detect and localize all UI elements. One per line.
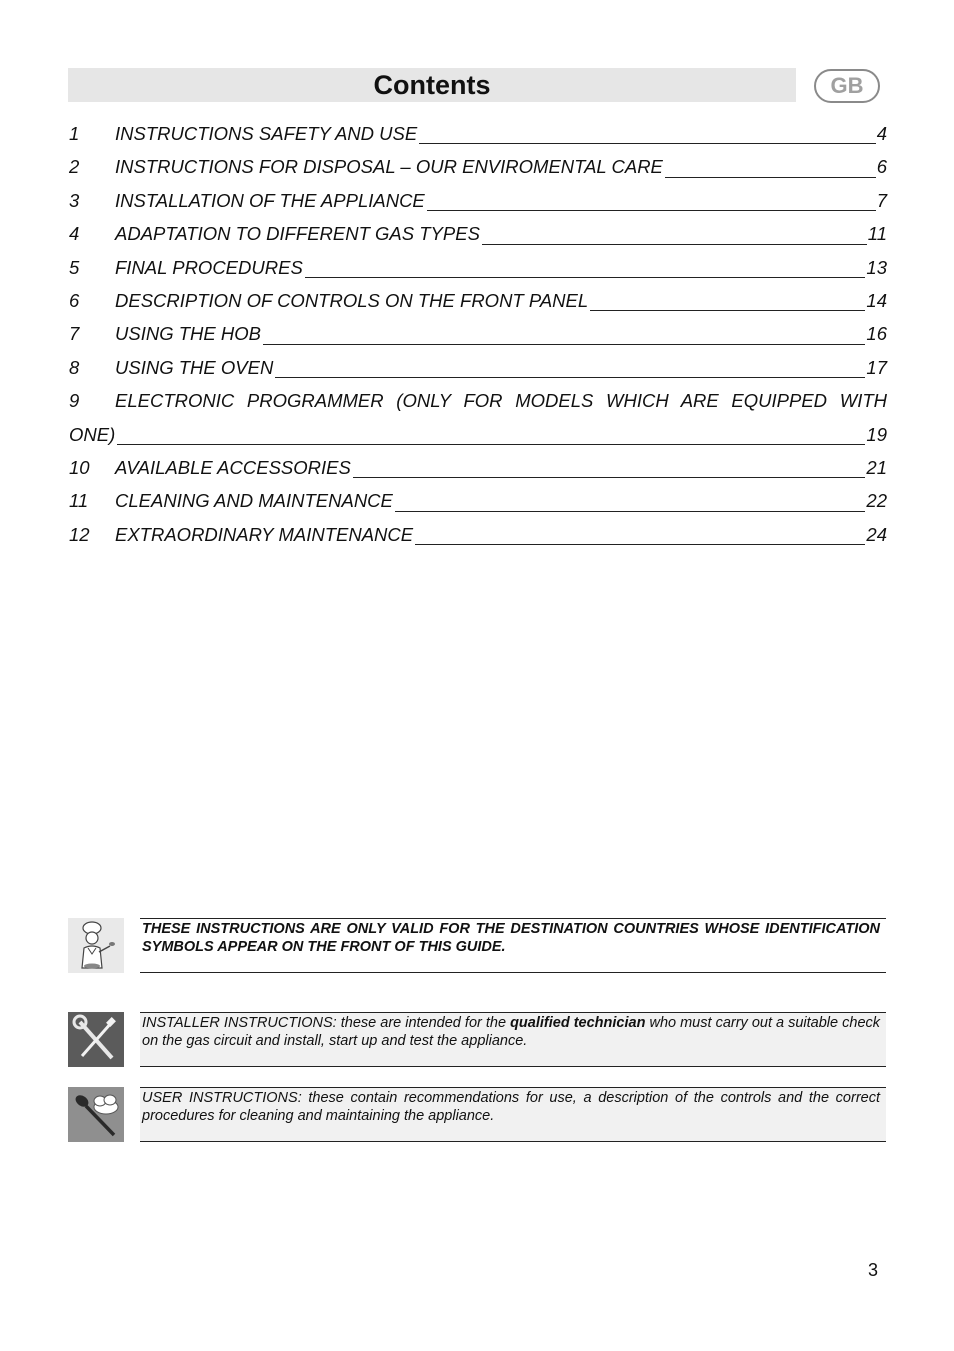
toc-entry-number: 8 bbox=[69, 356, 80, 378]
notice-top-rule bbox=[140, 1012, 886, 1013]
toc-entry-number: 2 bbox=[69, 156, 80, 178]
notice-text bbox=[142, 1014, 880, 1050]
toc-entry-number: 4 bbox=[69, 223, 80, 245]
toc-entry-page: 22 bbox=[866, 490, 887, 512]
contents-header-bar bbox=[68, 68, 796, 102]
user-instructions-notice bbox=[140, 1087, 886, 1142]
toc-entry-label: EXTRAORDINARY MAINTENANCE bbox=[115, 523, 414, 545]
toc-entry-label: INSTRUCTIONS FOR DISPOSAL – OUR ENVIROMENTAL CARE bbox=[115, 156, 663, 178]
installer-instructions-notice bbox=[140, 1012, 886, 1067]
toc-entry-page: 17 bbox=[866, 356, 887, 378]
toc-entry[interactable] bbox=[69, 251, 887, 284]
toc-entry-page: 14 bbox=[866, 289, 887, 311]
toc-leader-line bbox=[117, 444, 865, 445]
toc-entry[interactable] bbox=[69, 484, 887, 517]
page-number: 3 bbox=[868, 1260, 879, 1280]
toc-entry[interactable] bbox=[69, 384, 887, 417]
toc-entry-number: 10 bbox=[69, 456, 90, 478]
toc-entry-number: 1 bbox=[69, 123, 80, 144]
notice-bottom-rule bbox=[140, 972, 886, 973]
toc-entry-number: 3 bbox=[69, 189, 80, 211]
toc-leader-line bbox=[419, 143, 875, 144]
notice-text: THESE INSTRUCTIONS ARE ONLY VALID FOR THE DESTINATION COUNTRIES WHOSE IDENTIFICATION SYMBOLS APPEAR ON THE FRONT OF THIS GUIDE. bbox=[142, 921, 880, 955]
toc-entry-label: USING THE HOB bbox=[115, 323, 261, 345]
notice-top-rule bbox=[140, 1087, 886, 1088]
toc-entry[interactable] bbox=[69, 451, 887, 484]
toc-entry-number: 5 bbox=[69, 256, 80, 278]
toc-entry-label: DESCRIPTION OF CONTROLS ON THE FRONT PANEL bbox=[115, 289, 589, 311]
toc-entry-label: ELECTRONIC PROGRAMMER (ONLY FOR MODELS WHICH ARE EQUIPPED WITH bbox=[115, 390, 887, 412]
toc-entry[interactable] bbox=[69, 150, 887, 183]
toc-leader-line bbox=[415, 544, 865, 545]
toc-entry-label: FINAL PROCEDURES bbox=[115, 256, 303, 278]
toc-leader-line bbox=[482, 244, 867, 245]
toc-entry[interactable] bbox=[69, 117, 887, 150]
page-title: Contents bbox=[373, 69, 491, 100]
toc-entry-number: 7 bbox=[69, 323, 80, 345]
toc-entry-page: 19 bbox=[866, 423, 887, 445]
toc-entry-page: 7 bbox=[876, 189, 887, 211]
toc-entry-number: 6 bbox=[69, 289, 80, 311]
toc-leader-line bbox=[305, 277, 866, 278]
toc-entry-label: USING THE OVEN bbox=[115, 356, 274, 378]
toc-entry[interactable] bbox=[69, 284, 887, 317]
destination-countries-notice bbox=[140, 918, 886, 973]
toc-entry-number: 11 bbox=[69, 490, 89, 512]
toc-leader-line bbox=[427, 210, 876, 211]
toc-entry[interactable] bbox=[69, 518, 887, 551]
notice-text-part: who must carry out a suitable check on the gas circuit and install, start up and test the appliance. bbox=[142, 1015, 881, 1049]
toc-entry-number: 9 bbox=[69, 390, 80, 412]
notice-text-part: INSTALLER INSTRUCTIONS: these are intended for the bbox=[142, 1015, 511, 1031]
toc-entry-page: 24 bbox=[866, 523, 887, 545]
toc-entry-label: ADAPTATION TO DIFFERENT GAS TYPES bbox=[115, 223, 480, 245]
toc-leader-line bbox=[353, 477, 866, 478]
toc-entry-label: INSTALLATION OF THE APPLIANCE bbox=[115, 189, 425, 211]
toc-entry-page: 16 bbox=[866, 323, 887, 345]
table-of-contents bbox=[69, 117, 887, 551]
notice-top-rule bbox=[140, 918, 886, 919]
chef-icon bbox=[68, 918, 124, 973]
toc-entry[interactable] bbox=[69, 217, 887, 250]
toc-entry[interactable] bbox=[69, 351, 887, 384]
toc-entry-label: INSTRUCTIONS SAFETY AND USE bbox=[115, 123, 418, 144]
qualified-technician-emphasis: qualified technician bbox=[510, 1015, 646, 1031]
wrench-screwdriver-icon bbox=[68, 1012, 124, 1067]
toc-entry-page: 6 bbox=[876, 156, 887, 178]
notice-text: USER INSTRUCTIONS: these contain recommendations for use, a description of the controls and the correct procedures for cleaning and maintaining the appliance. bbox=[142, 1090, 880, 1124]
toc-entry[interactable] bbox=[69, 317, 887, 350]
spoon-chef-hat-icon bbox=[68, 1087, 124, 1142]
toc-entry[interactable] bbox=[69, 184, 887, 217]
toc-entry-label: CLEANING AND MAINTENANCE bbox=[115, 490, 393, 512]
toc-entry-page: 13 bbox=[866, 256, 887, 278]
toc-leader-line bbox=[395, 511, 866, 512]
toc-leader-line bbox=[263, 344, 865, 345]
toc-entry-page: 4 bbox=[876, 123, 887, 144]
toc-entry-label: AVAILABLE ACCESSORIES bbox=[115, 456, 351, 478]
toc-leader-line bbox=[275, 377, 865, 378]
language-badge: GB bbox=[814, 69, 880, 103]
toc-entry-label: ONE) bbox=[69, 423, 116, 445]
toc-leader-line bbox=[665, 177, 876, 178]
toc-entry-page: 21 bbox=[866, 456, 887, 478]
toc-leader-line bbox=[590, 310, 865, 311]
notice-bottom-rule bbox=[140, 1066, 886, 1067]
toc-entry-number: 12 bbox=[69, 523, 90, 545]
notice-bottom-rule bbox=[140, 1141, 886, 1142]
toc-entry-page: 11 bbox=[867, 223, 887, 245]
toc-entry-continuation[interactable] bbox=[69, 418, 887, 451]
